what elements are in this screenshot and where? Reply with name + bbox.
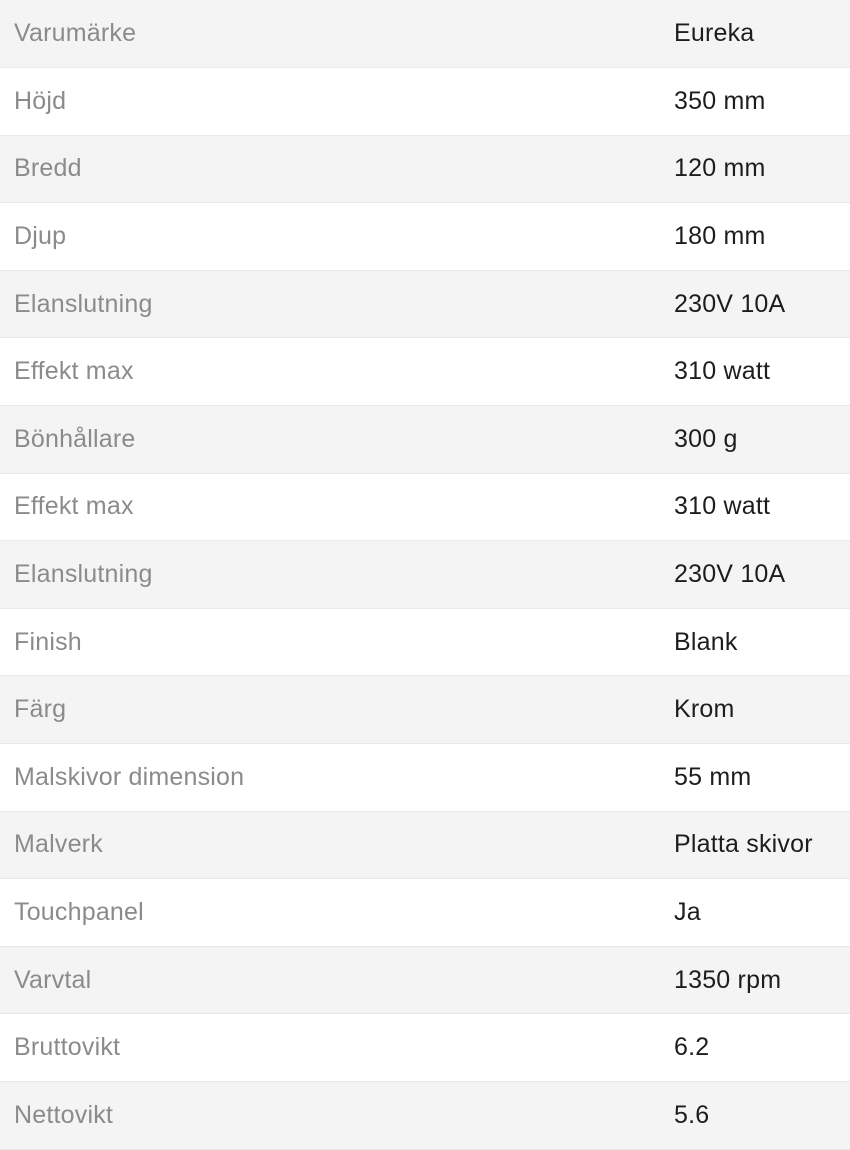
spec-value: 230V 10A [674, 560, 786, 589]
table-row [0, 946, 850, 1014]
spec-label: Touchpanel [14, 898, 144, 927]
spec-value: Krom [674, 695, 735, 724]
spec-label: Bönhållare [14, 424, 136, 453]
spec-label: Färg [14, 695, 67, 724]
spec-label: Finish [14, 627, 82, 656]
table-row [0, 68, 850, 136]
spec-label: Malverk [14, 830, 103, 859]
spec-value: 6.2 [674, 1033, 710, 1062]
spec-label: Nettovikt [14, 1100, 114, 1129]
table-row [0, 406, 850, 474]
table-row [0, 0, 850, 68]
spec-value: 5.6 [674, 1100, 710, 1129]
table-row [0, 811, 850, 879]
spec-label: Bruttovikt [14, 1033, 121, 1062]
spec-value: Ja [674, 898, 701, 927]
spec-value: 350 mm [674, 86, 766, 115]
spec-value: 300 g [674, 424, 738, 453]
table-row [0, 203, 850, 271]
table-row [0, 1014, 850, 1082]
table-row [0, 473, 850, 541]
spec-value: Blank [674, 627, 738, 656]
table-row [0, 744, 850, 812]
spec-label: Varumärke [14, 19, 137, 48]
spec-label: Höjd [14, 86, 67, 115]
spec-label: Malskivor dimension [14, 762, 245, 791]
spec-label: Effekt max [14, 492, 134, 521]
spec-label: Elanslutning [14, 560, 153, 589]
spec-value: 1350 rpm [674, 965, 782, 994]
spec-value: 230V 10A [674, 289, 786, 318]
spec-value: Platta skivor [674, 830, 813, 859]
spec-value: 180 mm [674, 222, 766, 251]
table-row [0, 676, 850, 744]
spec-value: 120 mm [674, 154, 766, 183]
spec-value: Eureka [674, 19, 755, 48]
spec-label: Djup [14, 222, 67, 251]
table-row [0, 270, 850, 338]
spec-label: Varvtal [14, 965, 92, 994]
table-row [0, 1082, 850, 1150]
spec-value: 310 watt [674, 357, 771, 386]
table-row [0, 608, 850, 676]
spec-value: 310 watt [674, 492, 771, 521]
table-row [0, 541, 850, 609]
spec-label: Effekt max [14, 357, 134, 386]
spec-label: Bredd [14, 154, 82, 183]
table-row [0, 879, 850, 947]
table-row [0, 135, 850, 203]
spec-value: 55 mm [674, 762, 752, 791]
table-row [0, 338, 850, 406]
spec-label: Elanslutning [14, 289, 153, 318]
